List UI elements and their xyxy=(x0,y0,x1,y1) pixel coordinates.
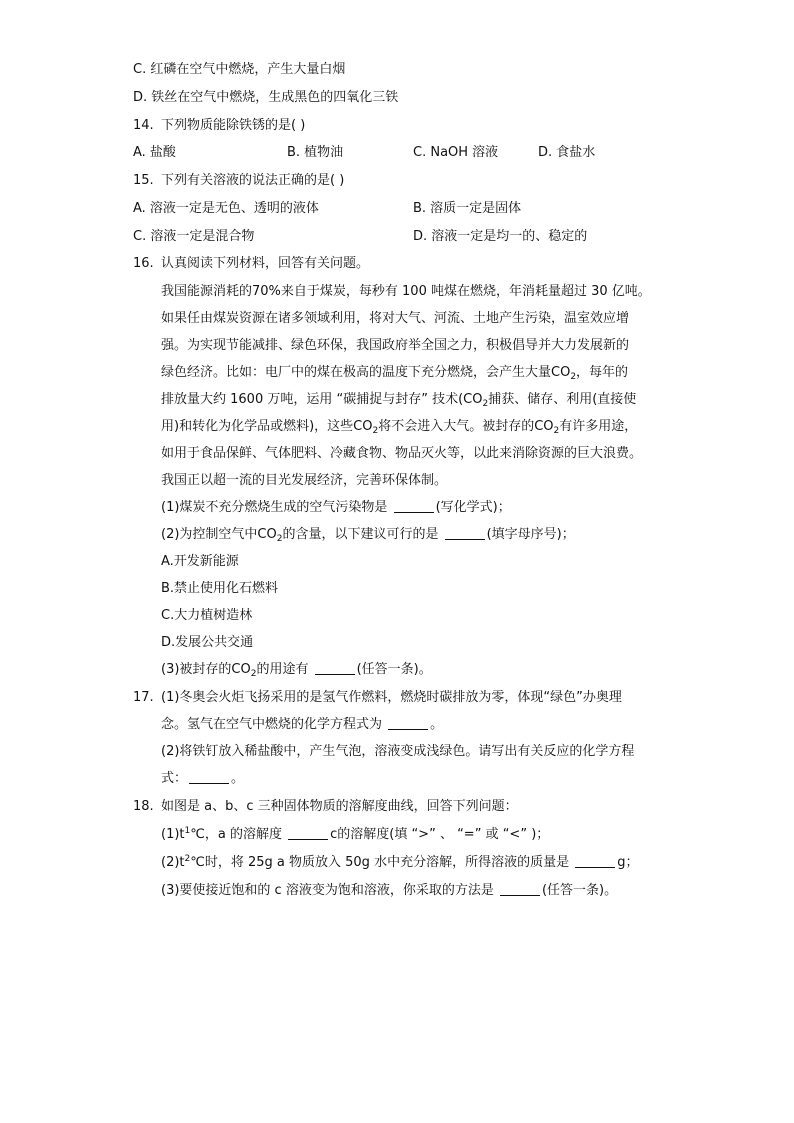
q16-subquestion-2: (2)为控制空气中$CO_2$的含量，以下建议可行的是 (填字母序号)； xyxy=(161,527,575,544)
q16-subquestion-1: (1)煤炭不充分燃烧生成的空气污染物是 (写化学式)； xyxy=(161,500,511,515)
q14-option-d: D. 食盐水 xyxy=(538,145,596,160)
q16-passage-line: 我国能源消耗的70%来自于煤炭，每秒有 100 吨煤在燃烧，年消耗量超过 30 亿吨。 xyxy=(161,284,651,299)
q16-passage-line: 强。为实现节能减排、绿色环保，我国政府举全国之力，积极倡导并大力发展新的 xyxy=(161,338,630,353)
q16-passage-line: 排放量大约 1600 万吨，运用 “碳捕捉与封存” 技术($CO_2$捕获、储存、利用(直接使 xyxy=(161,392,637,409)
q18-subquestion-3: (3)要使接近饱和的 c 溶液变为饱和溶液，你采取的方法是 (任答一条)。 xyxy=(161,883,618,898)
q14-option-b: B. 植物油 xyxy=(287,145,344,160)
answer-blank[interactable] xyxy=(394,500,434,513)
q17-line: (1)冬奥会火炬飞扬采用的是氢气作燃料，燃烧时碳排放为零，体现“绿色”办奥理 xyxy=(161,690,622,705)
q15-number: 15. xyxy=(133,173,154,188)
q14-option-a: A. 盐酸 xyxy=(133,145,176,160)
q14-number: 14. xyxy=(133,118,154,133)
q17-line: (2)将铁钉放入稀盐酸中，产生气泡，溶液变成浅绿色。请写出有关反应的化学方程 xyxy=(161,744,635,759)
q15-option-d: D. 溶液一定是均一的、稳定的 xyxy=(413,229,588,244)
q16-choice-b: B.禁止使用化石燃料 xyxy=(161,581,279,596)
q16-number: 16. xyxy=(133,256,154,271)
q16-passage-line: 我国正以超一流的目光发展经济，完善环保体制。 xyxy=(161,473,448,488)
q16-choice-d: D.发展公共交通 xyxy=(161,635,254,650)
q16-passage-line: 用)和转化为化学品或燃料)，这些$CO_2$将不会进入大气。被封存的$CO_2$有许多用途， xyxy=(161,419,638,436)
q14-stem: 下列物质能除铁锈的是( ) xyxy=(161,118,306,133)
q17-line: 念。氢气在空气中燃烧的化学方程式为 。 xyxy=(161,717,444,732)
q17-line: 式： 。 xyxy=(161,771,245,786)
answer-blank[interactable] xyxy=(445,527,485,540)
q18-stem: 如图是 a、b、c 三种固体物质的溶解度曲线，回答下列问题： xyxy=(161,799,518,814)
q16-choice-c: C.大力植树造林 xyxy=(161,608,253,623)
q18-subquestion-2: $(2)t^2℃$时，将 25g a 物质放入 50g 水中充分溶解，所得溶液的质量是 g； xyxy=(161,854,639,870)
answer-blank[interactable] xyxy=(288,827,328,840)
answer-blank[interactable] xyxy=(575,855,615,868)
q15-option-a: A. 溶液一定是无色、透明的液体 xyxy=(133,201,319,216)
q18-number: 18. xyxy=(133,799,154,814)
q15-stem: 下列有关溶液的说法正确的是( ) xyxy=(161,173,345,188)
answer-blank[interactable] xyxy=(189,771,229,784)
q18-subquestion-1: $(1)t^1℃$，a 的溶解度 c的溶解度(填 “>” 、 “=” 或 “<” )； xyxy=(161,826,550,842)
answer-blank[interactable] xyxy=(388,717,428,730)
q15-option-c: C. 溶液一定是混合物 xyxy=(133,229,255,244)
q16-stem: 认真阅读下列材料，回答有关问题。 xyxy=(161,256,370,271)
q16-choice-a: A.开发新能源 xyxy=(161,554,239,569)
q16-passage-line: 如用于食品保鲜、气体肥料、冷藏食物、物品灭火等，以此来消除资源的巨大浪费。 xyxy=(161,446,643,461)
q14-option-c: C. NaOH 溶液 xyxy=(413,145,499,160)
q16-subquestion-3: (3)被封存的$CO_2$的用途有 (任答一条)。 xyxy=(161,662,432,679)
q16-passage-line: 绿色经济。比如：电厂中的煤在极高的温度下充分燃烧，会产生大量$CO_2$，每年的 xyxy=(161,365,629,382)
answer-blank[interactable] xyxy=(500,883,540,896)
q16-passage-line: 如果任由煤炭资源在诸多领域利用，将对大气、河流、土地产生污染，温室效应增 xyxy=(161,311,630,326)
q13-option-c: C. 红磷在空气中燃烧，产生大量白烟 xyxy=(133,62,346,77)
q15-option-b: B. 溶质一定是固体 xyxy=(413,201,522,216)
answer-blank[interactable] xyxy=(315,662,355,675)
q17-number: 17. xyxy=(133,690,154,705)
q13-option-d: D. 铁丝在空气中燃烧，生成黑色的四氧化三铁 xyxy=(133,90,399,105)
